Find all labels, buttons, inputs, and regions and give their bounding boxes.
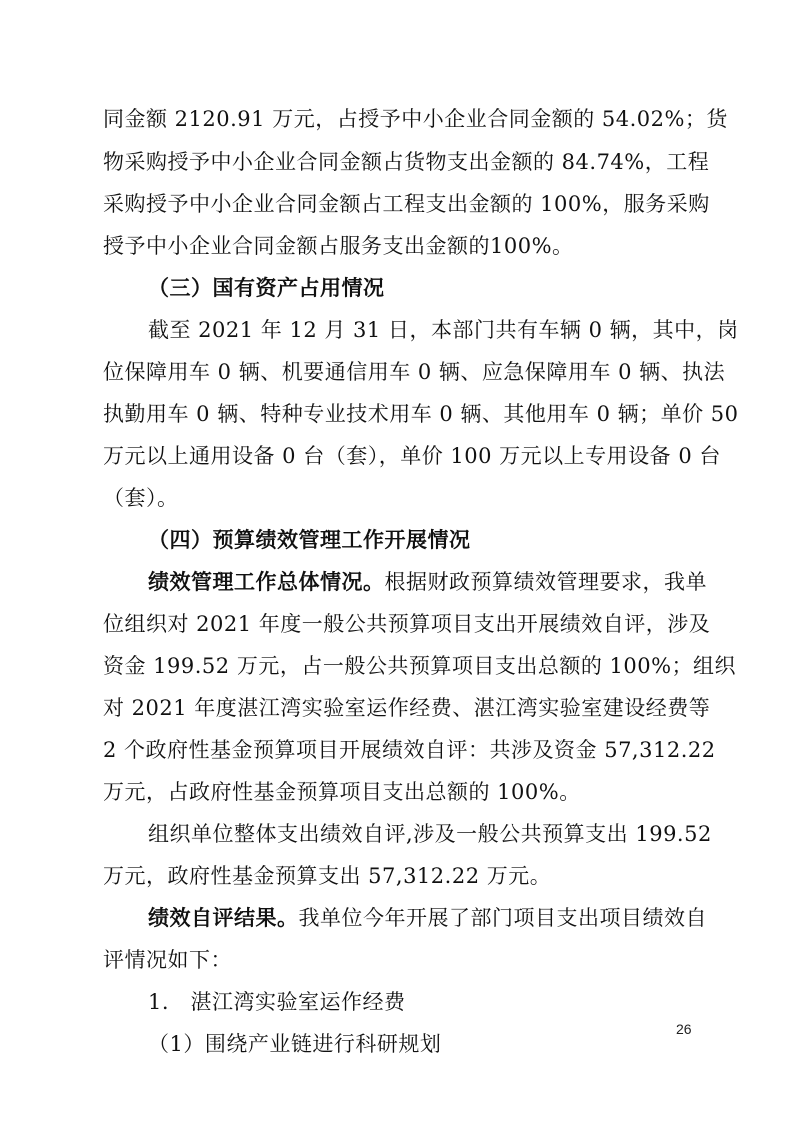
list-item-heading: （1）围绕产业链进行科研规划	[148, 1032, 442, 1056]
paragraph-line: 组织单位整体支出绩效自评,涉及一般公共预算支出 199.52	[148, 822, 712, 846]
paragraph-line: 同金额 2120.91 万元，占授予中小企业合同金额的 54.02%；货	[103, 107, 728, 131]
paragraph-line: 物采购授予中小企业合同金额占货物支出金额的 84.74%，工程	[103, 150, 710, 174]
paragraph-line	[148, 903, 748, 933]
paragraph-line: 位保障用车 0 辆、机要通信用车 0 辆、应急保障用车 0 辆、执法	[103, 360, 726, 384]
paragraph-line: 资金 199.52 万元，占一般公共预算项目支出总额的 100%；组织	[103, 654, 737, 678]
paragraph-line: 2 个政府性基金预算项目开展绩效自评：共涉及资金 57,312.22	[103, 738, 716, 762]
page-number: 26	[676, 1021, 692, 1037]
paragraph-line: 万元以上通用设备 0 台（套），单价 100 万元以上专用设备 0 台	[103, 444, 721, 468]
paragraph-line: （套）。	[103, 486, 179, 510]
run-in-heading: 绩效管理工作总体情况。	[148, 570, 385, 594]
run-in-heading: 绩效自评结果。	[148, 906, 299, 930]
paragraph-line: 位组织对 2021 年度一般公共预算项目支出开展绩效自评，涉及	[103, 612, 711, 636]
paragraph-text: 我单位今年开展了部门项目支出项目绩效自	[298, 906, 707, 930]
paragraph-line: 执勤用车 0 辆、特种专业技术用车 0 辆、其他用车 0 辆；单价 50	[103, 402, 739, 426]
paragraph-line: 对 2021 年度湛江湾实验室运作经费、湛江湾实验室建设经费等	[103, 696, 711, 720]
paragraph-text: 根据财政预算绩效管理要求，我单	[384, 570, 707, 594]
section-heading: （四）预算绩效管理工作开展情况	[148, 528, 471, 552]
paragraph-line	[148, 567, 748, 597]
section-heading: （三）国有资产占用情况	[148, 276, 385, 300]
paragraph-line: 评情况如下：	[103, 948, 232, 972]
paragraph-line: 万元，政府性基金预算支出 57,312.22 万元。	[103, 864, 552, 888]
list-item-heading: 1. 湛江湾实验室运作经费	[148, 990, 406, 1014]
paragraph-line: 授予中小企业合同金额占服务支出金额的100%。	[103, 234, 574, 258]
paragraph-line: 采购授予中小企业合同金额占工程支出金额的 100%，服务采购	[103, 192, 710, 216]
paragraph-line: 万元，占政府性基金预算项目支出总额的 100%。	[103, 780, 581, 804]
paragraph-line: 截至 2021 年 12 月 31 日，本部门共有车辆 0 辆，其中，岗	[148, 318, 739, 342]
